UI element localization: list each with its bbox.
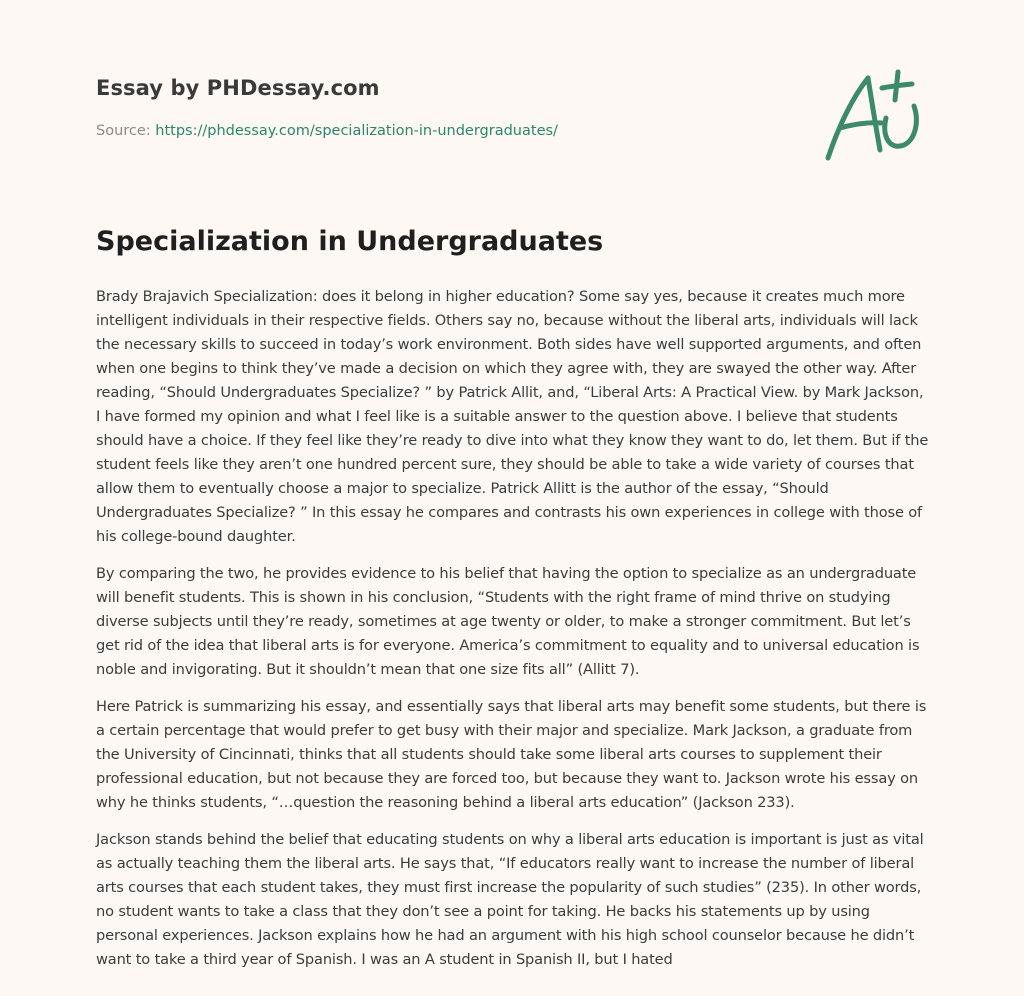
source-label: Source: xyxy=(96,123,151,139)
essay-title: Specialization in Undergraduates xyxy=(96,226,604,257)
essay-body xyxy=(96,285,932,985)
essay-paragraph: By comparing the two, he provides evidence to his belief that having the option to specialize as an undergraduate will benefit students. This is shown in his conclusion, “Students with the right frame of mind thrive on studying diverse subjects until they’re ready, sometimes at age twenty or older, to make a stronger commitment. But let’s get rid of the idea that liberal arts is for everyone. America’s commitment to equality and to universal education is noble and invigorating. But it shouldn’t mean that one size fits all” (Allitt 7). xyxy=(96,565,920,678)
site-title: Essay by PHDessay.com xyxy=(96,76,380,100)
a-plus-logo-icon xyxy=(820,68,930,164)
essay-paragraph: Jackson stands behind the belief that educating students on why a liberal arts education is important is just as vital as actually teaching them the liberal arts. He says that, “If educators really want to increase the number of liberal arts courses that each student takes, they must first increase the popularity of such studies” (235). In other words, no student wants to take a class that they don’t see a point for taking. He backs his statements up by using personal experiences. Jackson explains how he had an argument with his high school counselor because he didn’t want to take a third year of Spanish. I was an A student in Spanish II, but I hated xyxy=(96,831,924,968)
source-line xyxy=(96,123,558,139)
source-link[interactable]: https://phdessay.com/specialization-in-undergraduates/ xyxy=(155,123,558,139)
essay-paragraph: Here Patrick is summarizing his essay, and essentially says that liberal arts may benefit some students, but there is a certain percentage that would prefer to get busy with their major and specialize. Mark Jackson, a graduate from the University of Cincinnati, thinks that all students should take some liberal arts courses to supplement their professional education, but not because they are forced too, but because they want to. Jackson wrote his essay on why he thinks students, “…question the reasoning behind a liberal arts education” (Jackson 233). xyxy=(96,698,927,811)
essay-paragraph: Brady Brajavich Specialization: does it belong in higher education? Some say yes, because it creates much more intelligent individuals in their respective fields. Others say no, because without the liberal arts, individuals will lack the necessary skills to succeed in today’s work environment. Both sides have well supported arguments, and often when one begins to think they’ve made a decision on which they agree with, they are swayed the other way. After reading, “Should Undergraduates Specialize? ” by Patrick Allit, and, “Liberal Arts: A Practical View. by Mark Jackson, I have formed my opinion and what I feel like is a suitable answer to the question above. I believe that students should have a choice. If they feel like they’re ready to dive into what they know they want to do, let them. But if the student feels like they aren’t one hundred percent sure, they should be able to take a wide variety of courses that allow them to eventually choose a major to specialize. Patrick Allitt is the author of the essay, “Should Undergraduates Specialize? ” In this essay he compares and contrasts his own experiences in college with those of his college-bound daughter. xyxy=(96,288,929,545)
